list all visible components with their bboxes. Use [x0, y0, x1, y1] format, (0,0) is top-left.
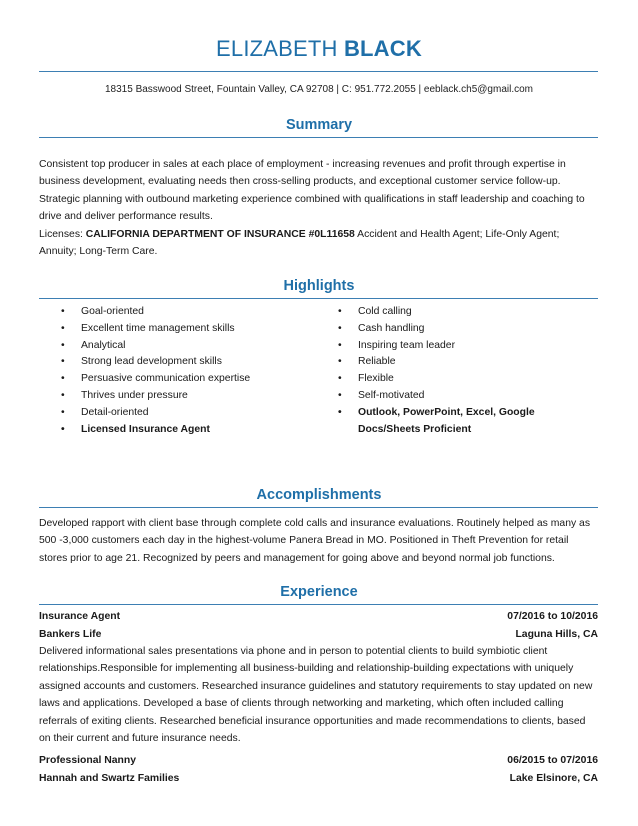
list-item — [53, 321, 313, 338]
license-number: CALIFORNIA DEPARTMENT OF INSURANCE #0L11658 — [85, 228, 355, 240]
bullet-icon: • — [61, 306, 65, 317]
bullet-icon: • — [338, 339, 342, 351]
list-item — [53, 422, 313, 439]
job-dates: 06/2015 to 07/2016 — [507, 755, 598, 766]
bullet-icon: • — [338, 356, 342, 368]
highlight-text: Flexible — [358, 373, 394, 385]
job-company: Hannah and Swartz Families — [39, 773, 180, 784]
list-item — [53, 371, 313, 388]
list-item — [53, 304, 313, 321]
candidate-name — [0, 36, 638, 62]
list-item — [53, 388, 313, 405]
licenses-label: Licenses: — [39, 228, 86, 240]
highlight-text: Thrives under pressure — [81, 389, 188, 401]
list-item — [53, 354, 313, 371]
accomplishments-text: Developed rapport with client base through complete cold calls and insurance evaluations. Routinely helped as many as 500 -3,000 customers each day in the highest-volume Panera Bread in MO. Positioned in Theft Prevention for retail stores prior to age 21. Recognized by peers and management for going above and beyond normal job functions. — [39, 518, 591, 564]
highlight-text: Strong lead development skills — [81, 356, 222, 368]
bullet-icon: • — [61, 423, 65, 435]
job-dates: 07/2016 to 10/2016 — [507, 611, 598, 622]
highlight-text: Reliable — [358, 356, 396, 368]
bullet-icon: • — [61, 322, 65, 334]
highlight-text: Persuasive communication expertise — [81, 373, 251, 385]
job-title: Professional Nanny — [39, 755, 137, 766]
list-item — [53, 405, 313, 422]
experience-heading: Experience — [280, 584, 358, 600]
bullet-icon: • — [61, 406, 65, 418]
job-location: Lake Elsinore, CA — [509, 773, 598, 784]
bullet-icon: • — [61, 356, 65, 368]
highlights-divider — [39, 298, 598, 299]
bullet-icon: • — [338, 389, 342, 401]
bullet-icon: • — [338, 306, 342, 317]
list-item — [330, 338, 560, 355]
job-company-row — [39, 629, 598, 640]
job-header — [39, 611, 598, 622]
list-item — [330, 354, 560, 371]
highlight-text: Cash handling — [358, 322, 425, 334]
accomplishments-divider — [39, 507, 598, 508]
job-company: Bankers Life — [39, 629, 102, 640]
bullet-icon: • — [338, 406, 342, 418]
summary-divider — [39, 137, 598, 138]
highlight-text: Outlook, PowerPoint, Excel, Google Docs/Sheets Proficient — [358, 406, 535, 435]
bullet-icon: • — [61, 389, 65, 401]
summary-heading: Summary — [285, 117, 353, 133]
highlight-text: Detail-oriented — [81, 406, 149, 418]
list-item — [330, 321, 560, 338]
bullet-icon: • — [338, 373, 342, 385]
highlights-left-list — [53, 304, 313, 438]
first-name: ELIZABETH — [216, 36, 338, 61]
job-header — [39, 755, 598, 766]
list-item — [53, 338, 313, 355]
highlight-text: Goal-oriented — [81, 306, 144, 317]
summary-text — [39, 156, 598, 260]
job-title: Insurance Agent — [39, 611, 121, 622]
list-item — [330, 388, 560, 405]
highlights-right-list — [330, 304, 560, 438]
list-item — [330, 371, 560, 388]
highlight-text: Cold calling — [358, 306, 412, 317]
job-company-row — [39, 773, 598, 784]
bullet-icon: • — [61, 373, 65, 385]
highlight-text: Self-motivated — [358, 389, 425, 401]
header-divider — [39, 71, 598, 72]
summary-body: Consistent top producer in sales at each place of employment - increasing revenues and profit through expertise in business development, evaluating needs then cross-selling products, and exceptional customer service follow-up. Strategic planning with outbound marketing experience combined with qualifications in staff leadership and coaching to drive and deliver performance results. — [39, 159, 585, 223]
experience-divider — [39, 604, 598, 605]
highlight-text: Licensed Insurance Agent — [81, 423, 210, 435]
highlight-text: Inspiring team leader — [358, 339, 456, 351]
bullet-icon: • — [338, 322, 342, 334]
licenses-detail: Accident and Health Agent; Life-Only Agent; Annuity; Long-Term Care. — [39, 228, 560, 258]
accomplishments-heading: Accomplishments — [256, 487, 382, 503]
job-description: Delivered informational sales presentations via phone and in person to potential clients to build symbiotic client relationships.Responsible for implementing all business-building and relationship-building expectations with uniquely assigned accounts and customers. Researched insurance guidelines and statutory requirements to stay updated on new laws and applications. Developed a base of clients through networking and marketing, which often included calling referrals of exiting clients. Researched beneficial insurance opportunities and made recommendations to clients, based on their current and future insurance needs. — [39, 646, 593, 745]
highlights-heading: Highlights — [283, 278, 355, 294]
last-name: BLACK — [343, 36, 422, 61]
highlight-text: Analytical — [81, 339, 126, 351]
highlight-text: Excellent time management skills — [81, 322, 235, 334]
job-location: Laguna Hills, CA — [515, 629, 598, 640]
contact-line: 18315 Basswood Street, Fountain Valley, CA 92708 | C: 951.772.2055 | eeblack.ch5@gmail.com — [104, 84, 533, 95]
bullet-icon: • — [61, 339, 65, 351]
list-item — [330, 304, 560, 321]
list-item — [330, 405, 560, 439]
